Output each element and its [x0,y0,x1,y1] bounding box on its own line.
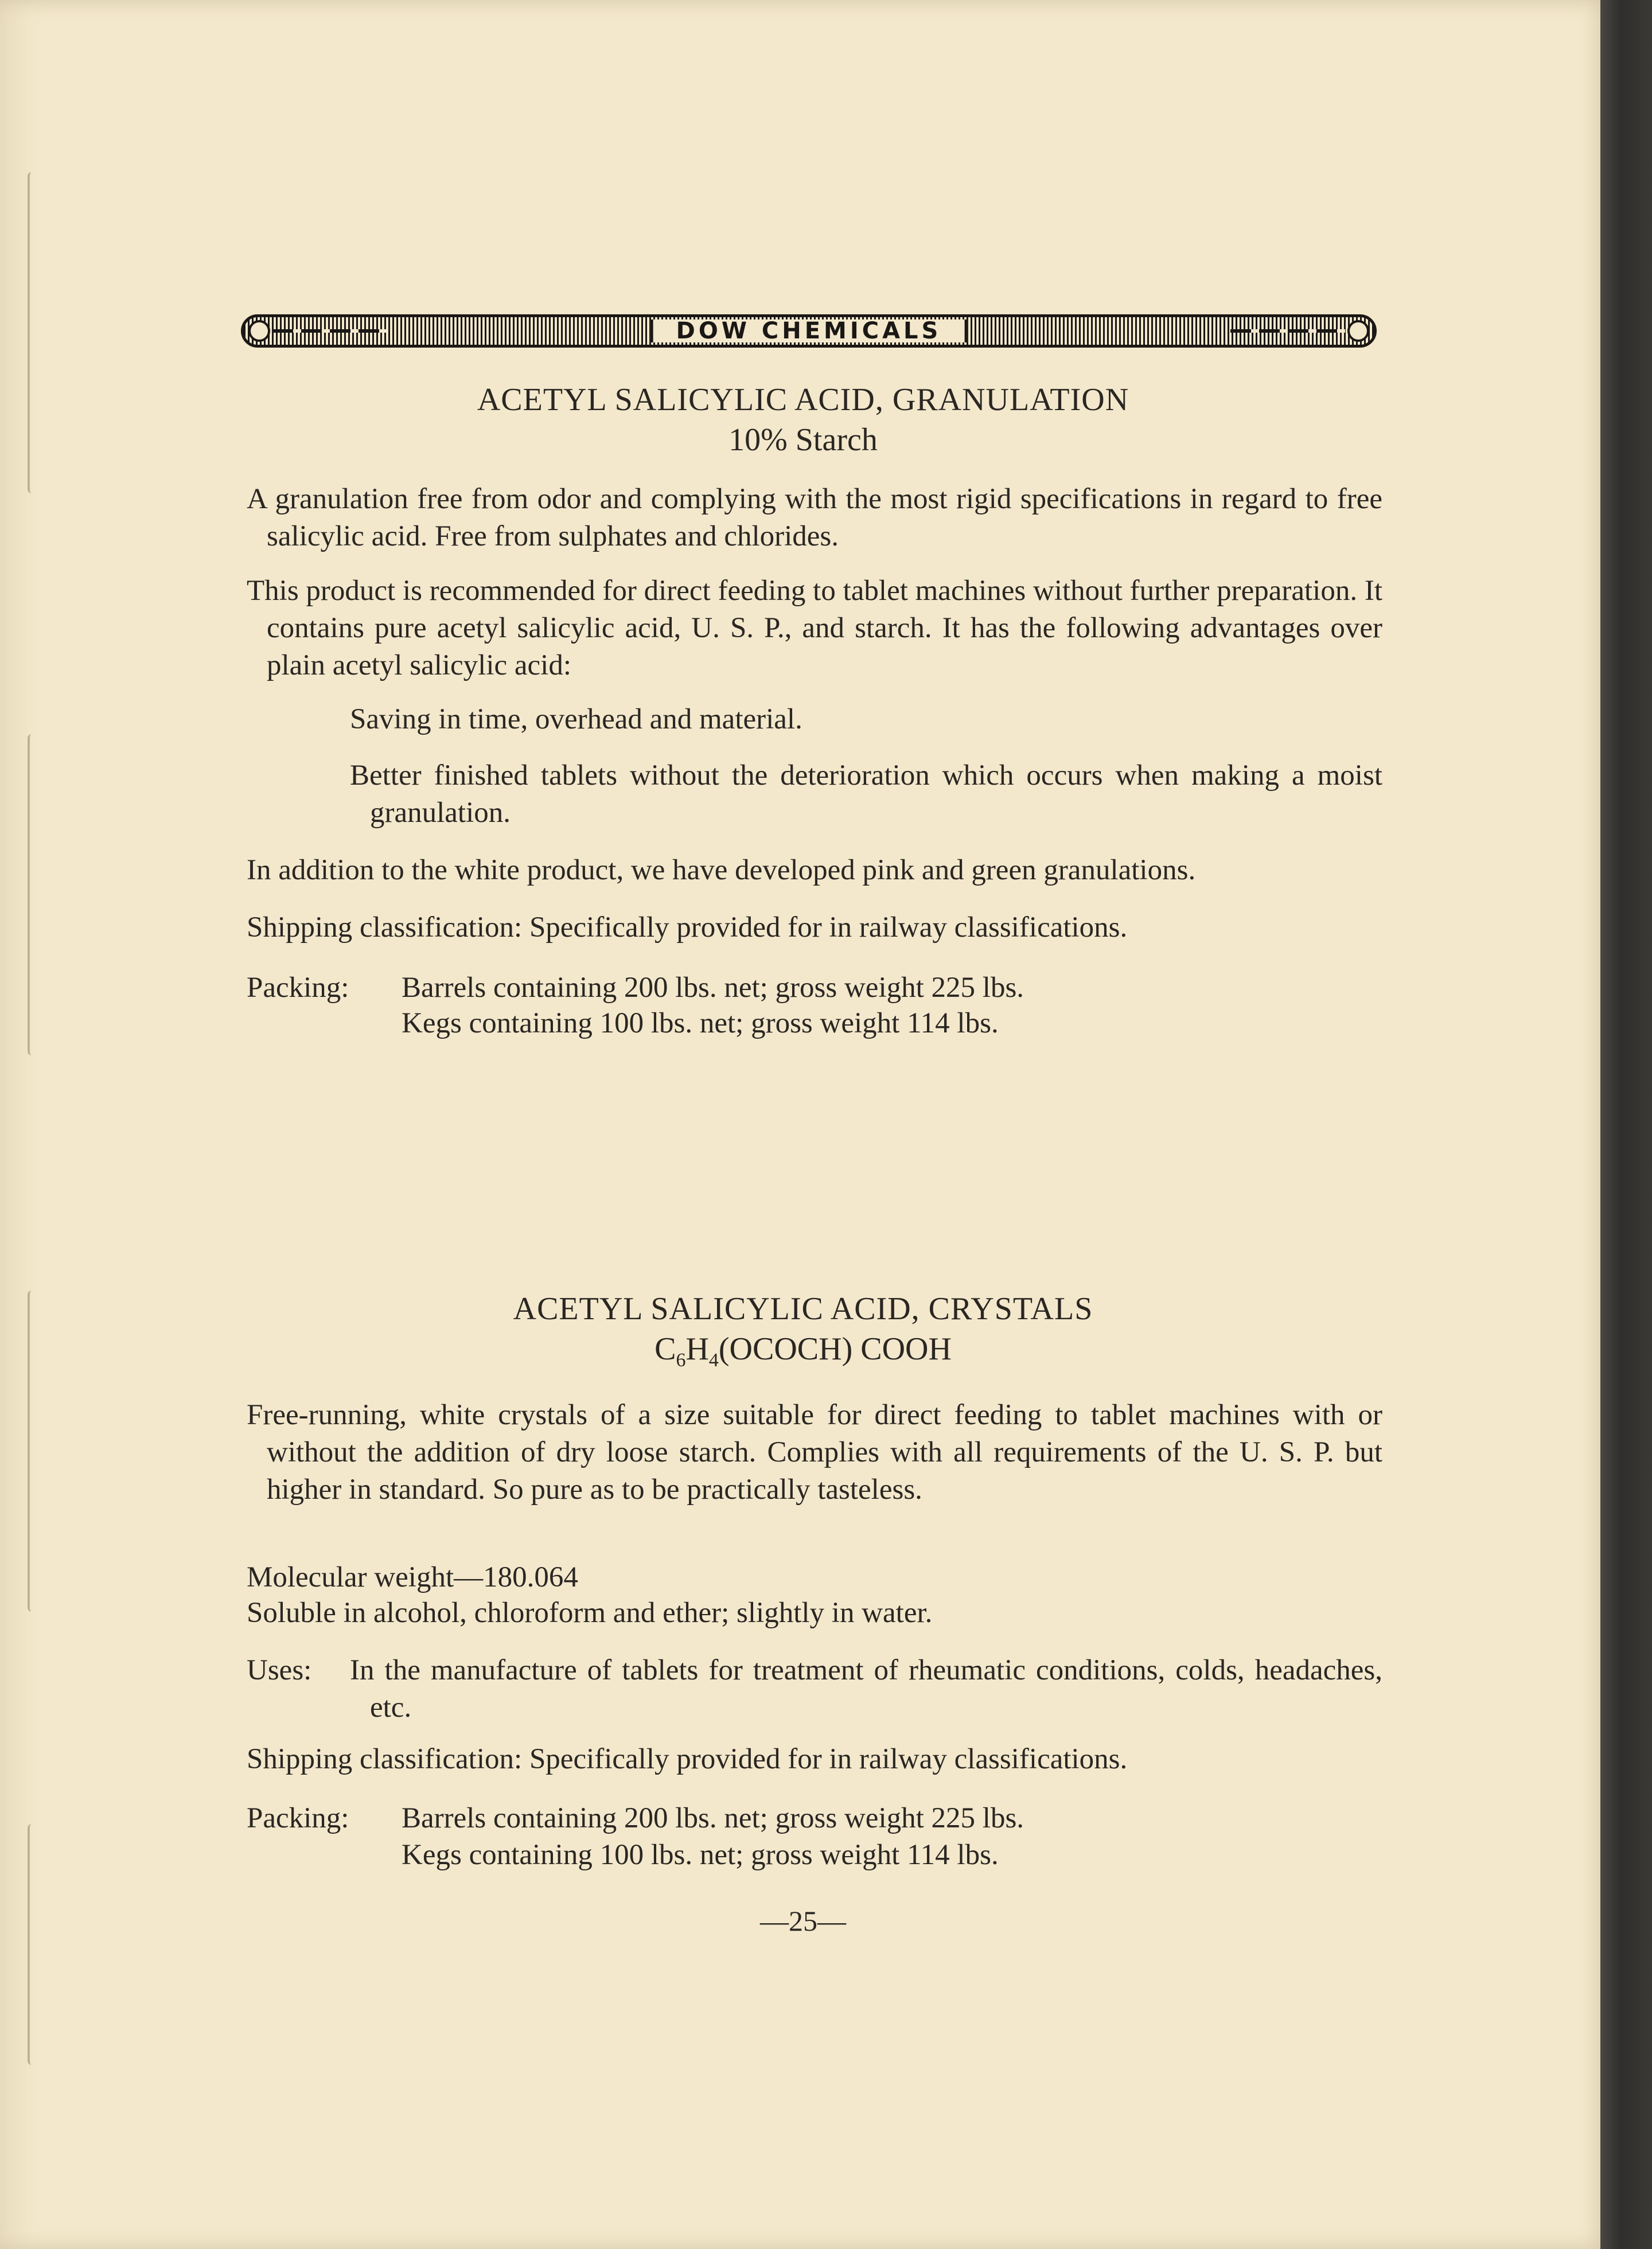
section1-packing-label: Packing: [247,972,349,1004]
banner-dash-left [272,329,387,333]
section2-title: ACETYL SALICYLIC ACID, CRYSTALS [513,1291,1093,1327]
section2-molecular-weight: Molecular weight—180.064 [247,1561,578,1593]
formula-c-sub: 6 [676,1350,686,1371]
banner-label-box [650,319,968,342]
section1-title: ACETYL SALICYLIC ACID, GRANULATION [477,382,1129,418]
section1-advantage2: Better finished tablets without the deterioration which occurs when making a moist granulation. [350,759,1382,829]
section2-formula [0,1331,1606,1371]
section2-packing-line1: Barrels containing 200 lbs. net; gross weight 225 lbs. [402,1802,1024,1834]
section1-para2: This product is recommended for direct feeding to tablet machines without further preparation. It contains pure acetyl salicylic acid, U. S. P., and starch. It has the following advantages over plain acetyl salicylic acid: [247,575,1382,681]
formula-rest: (OCOCH) COOH [718,1331,952,1367]
banner-cap-right [1347,320,1369,342]
section2-uses-text: In the manufacture of tablets for treatment of rheumatic conditions, colds, headaches, etc. [350,1654,1382,1724]
formula-h-sub: 4 [708,1350,719,1371]
section2-solubility: Soluble in alcohol, chloroform and ether; slightly in water. [247,1597,933,1629]
section1-packing-line2: Kegs containing 100 lbs. net; gross weight 114 lbs. [402,1007,999,1039]
banner-label: DOW CHEMICALS [676,318,942,344]
section2-packing-line2: Kegs containing 100 lbs. net; gross weight 114 lbs. [402,1839,999,1871]
section1-para3: In addition to the white product, we have developed pink and green granulations. [247,854,1196,886]
banner-dash-right [1230,329,1345,333]
banner-cap-left [248,320,270,342]
page-number: —25— [760,1905,846,1937]
section1-subtitle: 10% Starch [728,422,878,458]
binding-stitch [28,734,36,1055]
formula-h: H [685,1331,709,1367]
binding-stitch [28,1824,36,2065]
dow-chemicals-banner [241,314,1377,348]
section1-shipping: Shipping classification: Specifically provided for in railway classifications. [247,911,1128,944]
section1-packing-line1: Barrels containing 200 lbs. net; gross weight 225 lbs. [402,972,1024,1004]
section2-packing-label: Packing: [247,1802,349,1834]
section1-advantage1: Saving in time, overhead and material. [350,703,802,735]
book-cover-edge [1600,0,1652,2249]
section2-uses-label: Uses: [247,1654,312,1686]
section2-shipping: Shipping classification: Specifically provided for in railway classifications. [247,1743,1128,1775]
section2-para1: Free-running, white crystals of a size suitable for direct feeding to tablet machines with or without the addition of dry loose starch. Complies with all requirements of the U. S. P. but higher in standard. So pure as to be practically tasteless. [247,1399,1382,1506]
formula-c: C [654,1331,676,1367]
section1-para1: A granulation free from odor and complying with the most rigid specifications in regard to free salicylic acid. Free from sulphates and chlorides. [247,483,1382,552]
